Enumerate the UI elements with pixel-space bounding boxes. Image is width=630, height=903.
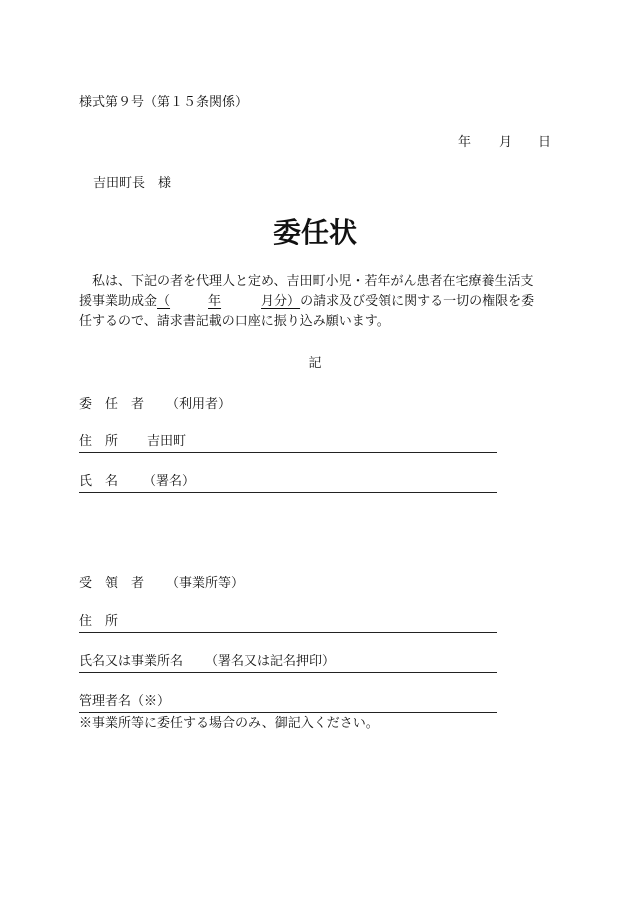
manager-name-field[interactable]: [79, 694, 497, 713]
delegate-heading-note: （利用者）: [166, 397, 232, 412]
receiver-name-note: （署名又は記名押印）: [205, 654, 336, 669]
date-day-label: 日: [538, 135, 552, 150]
body-line-2-post: の請求及び受領に関する一切の権限を委: [300, 294, 535, 309]
body-line-2: [79, 292, 559, 312]
body-line-1: 私は、下記の者を代理人と定め、吉田町小児・若年がん患者在宅療養生活支: [92, 274, 534, 289]
delegate-address-value: 吉田町: [147, 434, 187, 449]
receiver-address-field[interactable]: [79, 614, 497, 633]
form-number: 様式第９号（第１５条関係）: [79, 95, 249, 110]
body-paragraph: [79, 272, 559, 332]
body-line-3: 任するので、請求書記載の口座に振り込み願います。: [79, 314, 390, 329]
delegate-name-note: （署名）: [143, 474, 196, 489]
ki-heading: 記: [308, 356, 322, 371]
receiver-name-field[interactable]: [79, 654, 497, 673]
receiver-address-label: 住 所: [79, 614, 119, 629]
receiver-name-label: 氏名又は事業所名: [79, 654, 184, 669]
date-year-label: 年: [458, 135, 472, 150]
body-line-2-pre: 援事業助成金: [79, 294, 158, 309]
subsidy-month-label: 月分）: [261, 294, 301, 309]
subsidy-year-label: 年: [208, 294, 222, 309]
addressee: 吉田町長 様: [93, 176, 172, 191]
receiver-heading-note: （事業所等）: [166, 576, 245, 591]
delegate-address-label: 住 所: [79, 434, 119, 449]
receiver-heading: 受 領 者: [79, 576, 145, 591]
delegate-name-field[interactable]: [79, 474, 497, 493]
footnote: ※事業所等に委任する場合のみ、御記入ください。: [79, 716, 379, 731]
delegate-address-field[interactable]: [79, 434, 497, 453]
date-month-label: 月: [499, 135, 513, 150]
document-title: 委任状: [272, 216, 357, 249]
delegate-heading: 委 任 者: [79, 397, 145, 412]
subsidy-period-blank: （ 年 月分）: [157, 294, 301, 309]
manager-name-label: 管理者名（※）: [79, 694, 171, 709]
delegate-name-label: 氏 名: [79, 474, 119, 489]
